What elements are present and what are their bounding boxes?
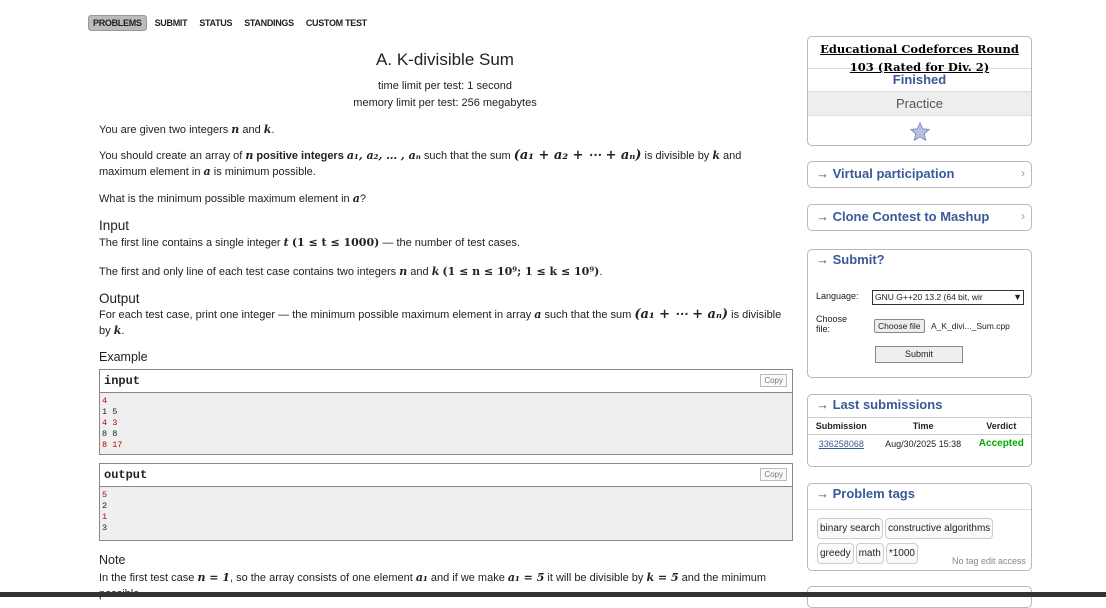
text: .: [599, 266, 603, 278]
practice-label: Practice: [808, 91, 1031, 115]
math-sum: (a₁ + ⋯ + aₙ): [634, 307, 729, 322]
text: by: [99, 325, 114, 337]
text: is divisible by: [641, 150, 713, 162]
math-a: a: [203, 165, 211, 178]
text: such that the sum: [541, 309, 635, 321]
clone-contest-link[interactable]: → Clone Contest to Mashup: [816, 209, 990, 224]
next-sidebar-box: [807, 586, 1032, 608]
text: You should create an array of: [99, 150, 246, 162]
math-k: k: [431, 265, 440, 278]
output-spec: [99, 307, 799, 339]
math-n: n: [245, 149, 254, 162]
language-select[interactable]: [872, 290, 1024, 305]
bottom-bar: [0, 592, 1106, 597]
input-line: 4: [102, 396, 108, 406]
input-spec-2: [99, 264, 602, 280]
star-icon[interactable]: [909, 121, 931, 143]
input-spec-1: [99, 235, 520, 251]
statement-paragraph-1: [99, 122, 274, 138]
output-header: Output: [99, 291, 140, 306]
tag[interactable]: binary search: [817, 518, 883, 539]
tag[interactable]: constructive algorithms: [885, 518, 993, 539]
text: such that the sum: [420, 150, 514, 162]
text: it will be divisible by: [544, 572, 647, 584]
input-line: 8 8: [102, 429, 118, 439]
text: and: [407, 266, 432, 278]
math-sum: (a₁ + a₂ + ⋯ + aₙ): [513, 148, 642, 163]
output-line: 5: [102, 490, 108, 500]
problem-title: A. K-divisible Sum: [376, 50, 514, 69]
text: .: [271, 124, 275, 136]
submit-box: [807, 249, 1032, 378]
text: What is the minimum possible maximum element in: [99, 193, 353, 205]
math-a: a: [352, 192, 360, 205]
table-row: [808, 435, 1031, 453]
virtual-participation-box[interactable]: [807, 161, 1032, 188]
note-text: [99, 570, 799, 602]
example-header: Example: [99, 350, 148, 364]
copy-input-button[interactable]: Copy: [760, 374, 787, 387]
text: is divisible: [728, 309, 782, 321]
sample-output-content: [100, 487, 792, 540]
math-n: n: [399, 265, 408, 278]
sample-input-content: [100, 393, 792, 454]
math: k = 5: [646, 571, 679, 584]
text: is minimum possible.: [210, 166, 316, 178]
copy-output-button[interactable]: Copy: [760, 468, 787, 481]
bold-text: positive integers: [253, 150, 347, 162]
nav-submit[interactable]: SUBMIT: [154, 18, 188, 28]
text: The first line contains a single integer: [99, 237, 284, 249]
tag[interactable]: *1000: [886, 543, 918, 564]
col-time: Time: [875, 418, 972, 435]
note-header: Note: [99, 553, 126, 567]
nav-status[interactable]: STATUS: [199, 18, 233, 28]
time-limit: time limit per test: 1 second: [378, 80, 512, 92]
tag[interactable]: greedy: [817, 543, 854, 564]
math-range: (1 ≤ n ≤ 10⁹; 1 ≤ k ≤ 10⁹): [442, 265, 600, 278]
output-line: 1: [102, 512, 108, 522]
col-submission: Submission: [808, 418, 875, 435]
sample-input-title: [100, 370, 792, 393]
virtual-participation-link[interactable]: → Virtual participation: [816, 166, 955, 181]
last-submissions-table: [808, 417, 1031, 452]
text: — the number of test cases.: [379, 237, 520, 249]
math-t: t: [283, 236, 289, 249]
text: For each test case, print one integer — the minimum possible maximum element in array: [99, 309, 535, 321]
memory-limit: memory limit per test: 256 megabytes: [353, 97, 537, 109]
math-k: k: [263, 123, 272, 136]
statement-paragraph-2: [99, 148, 799, 180]
contest-info-box: [807, 36, 1032, 146]
contest-name-link[interactable]: Educational Codeforces Round 103 (Rated for Div. 2): [820, 42, 1019, 74]
math-n: n: [231, 123, 240, 136]
language-value: GNU G++20 13.2 (64 bit, wir: [875, 292, 983, 302]
favourite-star-wrap: [808, 115, 1031, 146]
problem-tags-title: → Problem tags: [808, 484, 1031, 510]
chevron-right-icon: ›: [1021, 166, 1025, 180]
text: , so the array consists of one element: [229, 572, 416, 584]
last-submissions-box: [807, 394, 1032, 467]
chevron-down-icon: ▼: [1013, 292, 1022, 302]
text: and if we make: [427, 572, 508, 584]
math-range: (1 ≤ t ≤ 1000): [291, 236, 380, 249]
input-line: 1 5: [102, 407, 118, 417]
text: maximum element in: [99, 166, 204, 178]
math-array: a₁, a₂, … , aₙ: [346, 149, 421, 162]
statement-paragraph-3: [99, 191, 366, 207]
submission-id-link[interactable]: 336258068: [818, 438, 864, 449]
math-k: k: [113, 324, 122, 337]
sample-input-block: [99, 369, 793, 455]
sample-output-block: [99, 463, 793, 541]
text: The first and only line of each test case contains two integers: [99, 266, 400, 278]
math: n = 1: [197, 571, 230, 584]
submit-title: → Submit?: [816, 252, 885, 267]
top-nav: [88, 15, 371, 31]
chosen-file-name: A_K_divi..._Sum.cpp: [931, 321, 1010, 331]
output-line: 2: [102, 501, 108, 511]
math: a₁ = 5: [507, 571, 545, 584]
col-verdict: Verdict: [972, 418, 1031, 435]
math: a₁: [415, 571, 428, 584]
output-line: 3: [102, 523, 108, 533]
last-submissions-title: → Last submissions: [816, 397, 943, 412]
text: You are given two integers: [99, 124, 232, 136]
choose-file-label: Choose file:: [816, 314, 848, 334]
text: In the first test case: [99, 572, 198, 584]
text: .: [121, 325, 125, 337]
contest-status: Finished: [808, 68, 1031, 91]
contest-name-wrap: [808, 37, 1031, 74]
input-line: 4 3: [102, 418, 118, 428]
nav-problems[interactable]: PROBLEMS: [88, 15, 147, 31]
nav-standings[interactable]: STANDINGS: [244, 18, 294, 28]
submission-verdict: Accepted: [972, 435, 1031, 453]
tag[interactable]: math: [856, 543, 884, 564]
output-label: output: [104, 468, 148, 482]
language-label: Language:: [816, 291, 859, 301]
choose-file-button[interactable]: Choose file: [874, 319, 925, 333]
problem-tags-box: [807, 483, 1032, 571]
submit-button[interactable]: Submit: [875, 346, 963, 363]
text: and the minimum: [678, 572, 767, 584]
math-k: k: [712, 149, 720, 162]
nav-custom-test[interactable]: CUSTOM TEST: [305, 18, 367, 28]
text: and: [239, 124, 264, 136]
no-tag-edit-access: No tag edit access: [951, 556, 1026, 566]
table-header-row: [808, 418, 1031, 435]
submission-time: Aug/30/2025 15:38: [875, 435, 972, 453]
input-line: 8 17: [102, 440, 123, 450]
text: and: [720, 150, 742, 162]
math-a: a: [534, 308, 542, 321]
clone-contest-box[interactable]: [807, 204, 1032, 231]
chevron-right-icon: ›: [1021, 209, 1025, 223]
input-label: input: [104, 374, 141, 388]
sample-output-title: [100, 464, 792, 487]
text: ?: [359, 193, 366, 205]
input-header: Input: [99, 218, 130, 233]
